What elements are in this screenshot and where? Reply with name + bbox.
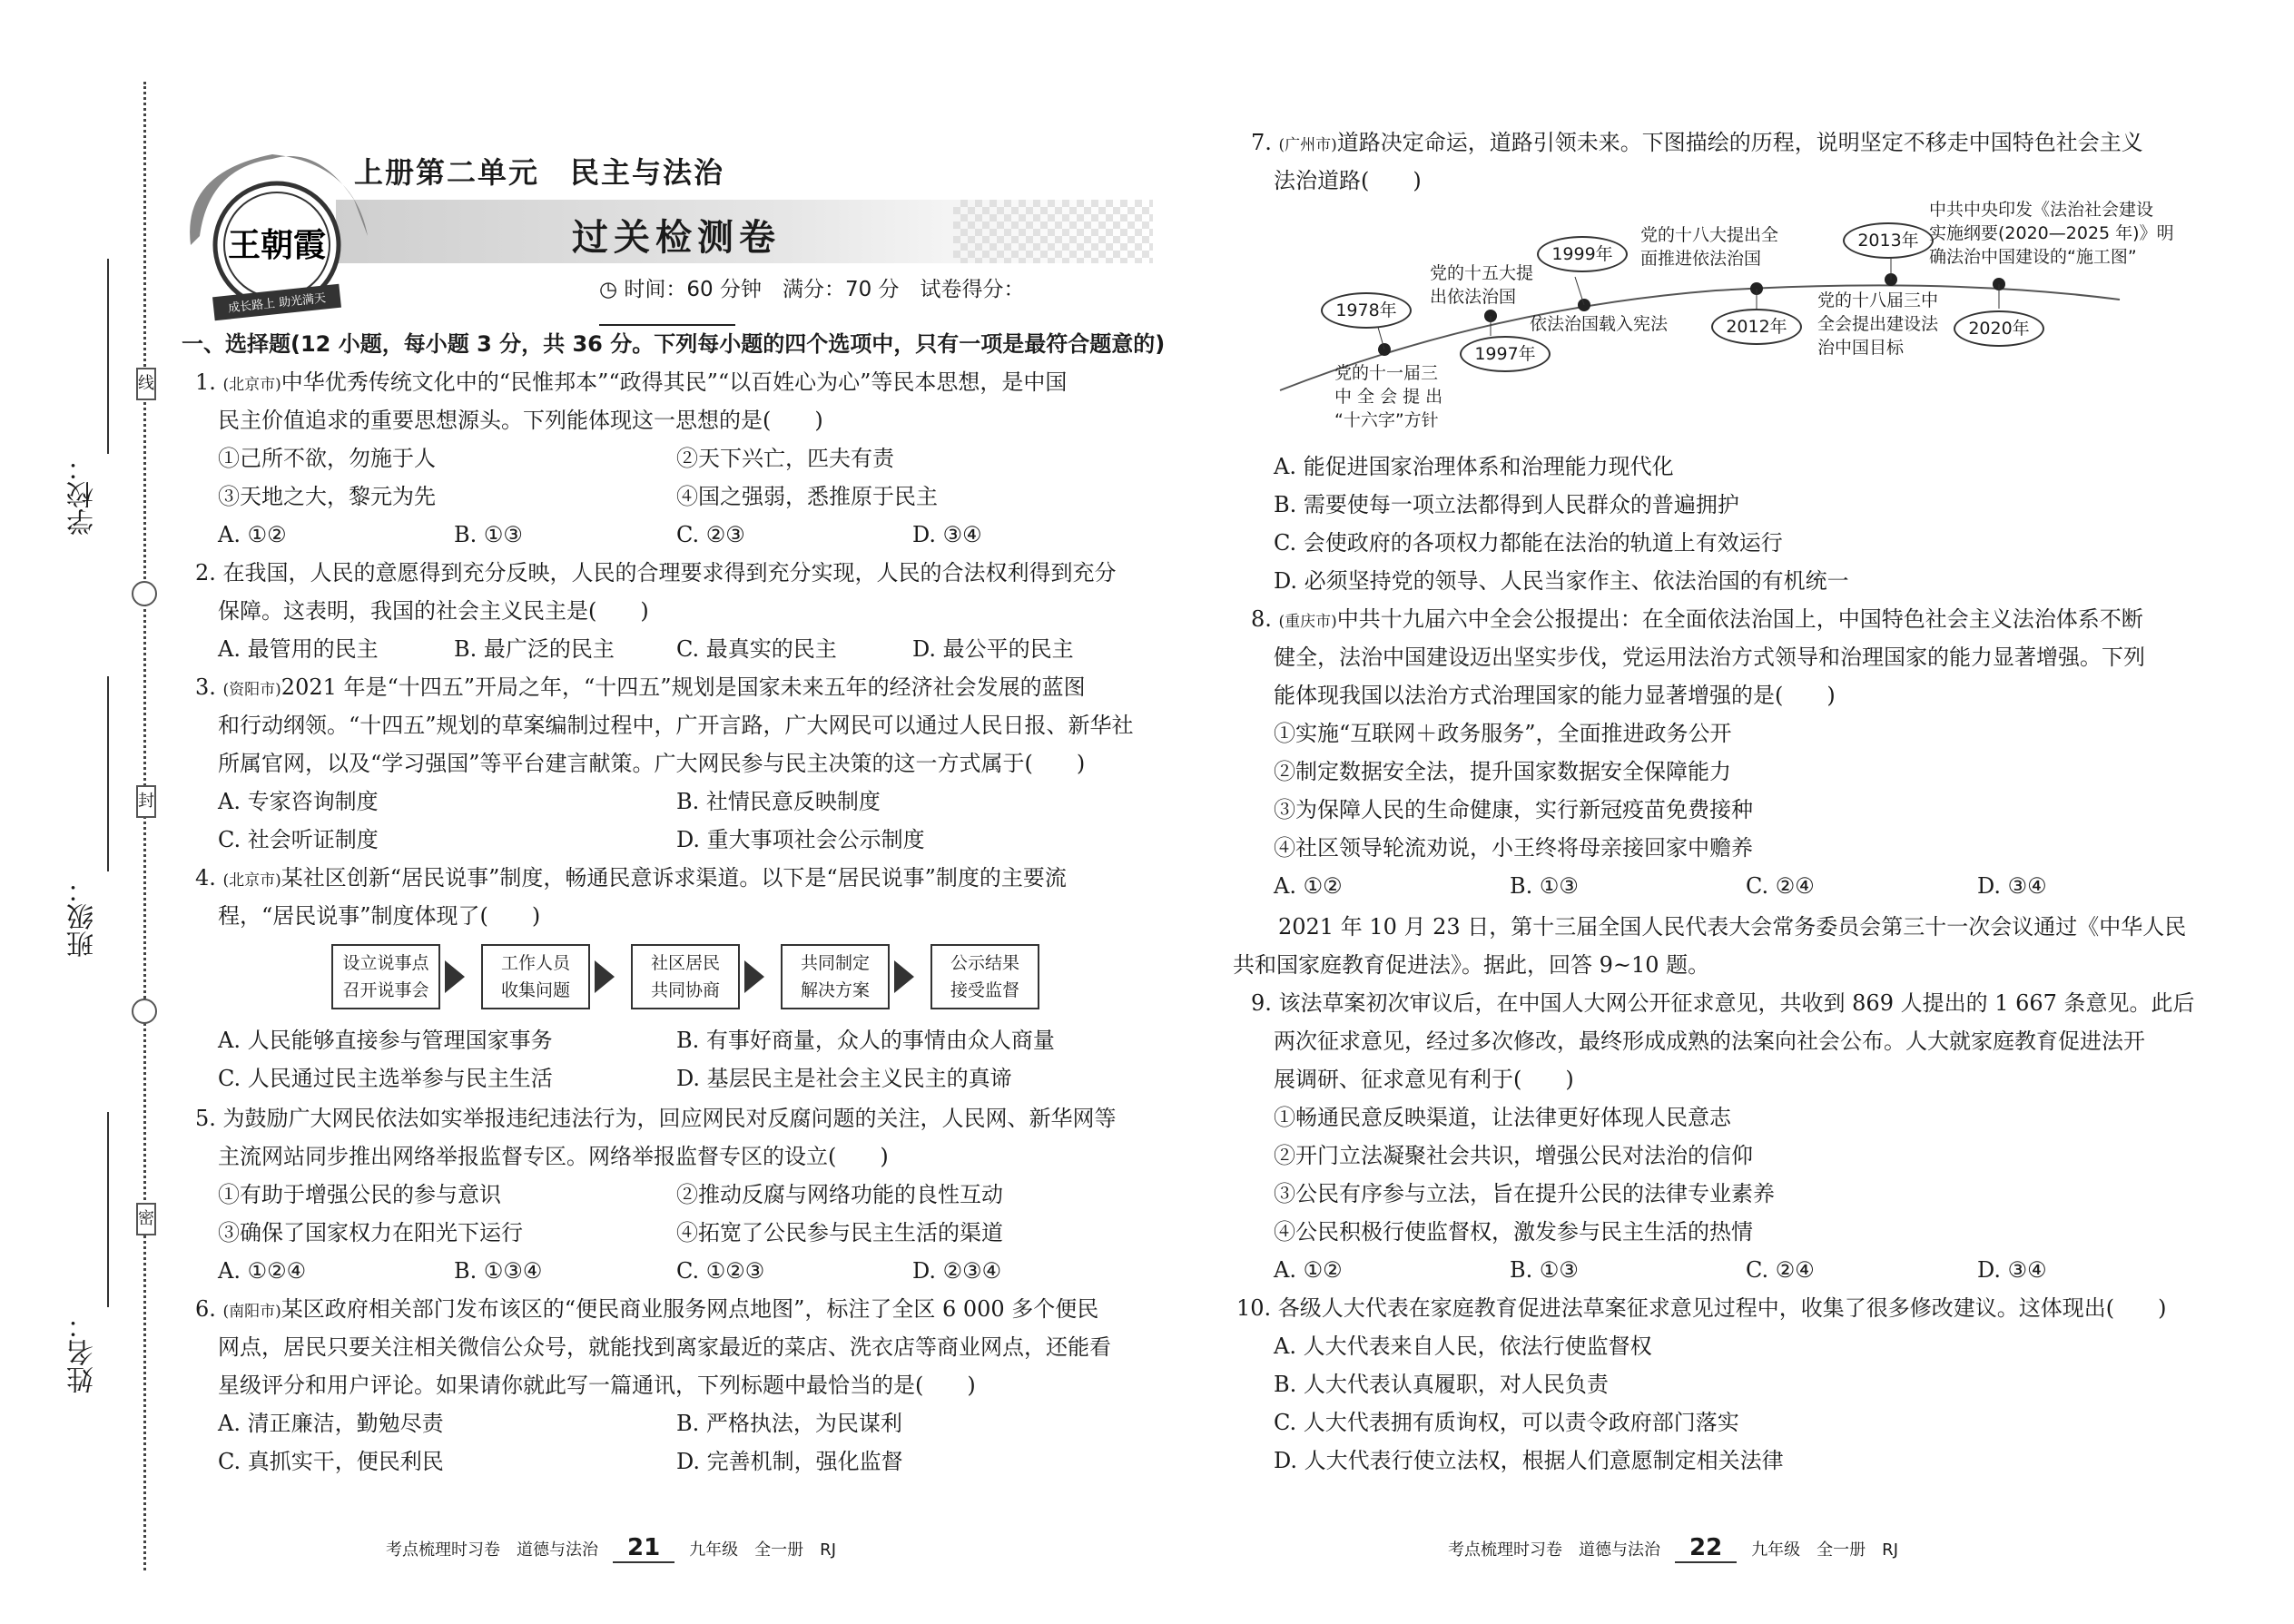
reading-material: 2021 年 10 月 23 日，第十三届全国人民代表大会常务委员会第三十一次会议通过《中华人民 共和国家庭教育促进法》。据此，回答 9~10 题。 <box>1233 914 2187 978</box>
year-2020: 2020年 <box>1954 310 2044 347</box>
choice-d[interactable]: D. 基层民主是社会主义民主的真谛 <box>676 1066 1012 1091</box>
arrow-icon <box>445 960 465 993</box>
choice-d[interactable]: D. 最公平的民主 <box>912 636 1074 662</box>
question-5: 5. 为鼓励广大网民依法如实举报违纪违法行为，回应网民对反腐问题的关注，人民网、新华网等 主流网站同步推出网络举报监督专区。网络举报监督专区的设立( ) ①有助于增强公民的参与意识 ②推动反腐与网络功能的良性互动 ③确保了国家权力在阳光下运行 ④拓宽了公民参与民主生活的渠道 A. ①②④ B. ①③④ C. ①②③ D. ②③④ <box>195 1099 1167 1290</box>
item: ②制定数据安全法，提升国家数据安全保障能力 <box>1274 759 1731 784</box>
choice-c[interactable]: C. ①②③ <box>676 1258 765 1284</box>
choice-b[interactable]: B. 有事好商量，众人的事情由众人商量 <box>676 1028 1055 1053</box>
exam-title: 过关检测卷 <box>572 217 781 259</box>
arrow-icon <box>595 960 615 993</box>
unit-title: 上册第二单元 民主与法治 <box>354 155 725 190</box>
question-4-choices <box>195 1021 1167 1097</box>
school-field-line[interactable] <box>107 259 109 454</box>
choice-c[interactable]: C. 社会听证制度 <box>218 827 379 852</box>
year-1997: 1997年 <box>1460 336 1551 372</box>
flow-step-2: 工作人员 收集问题 <box>481 944 590 1009</box>
choice-d[interactable]: D. 必须坚持党的领导、人民当家作主、依法治国的有机统一 <box>1274 568 1849 594</box>
choice-a[interactable]: A. 人民能够直接参与管理国家事务 <box>218 1028 553 1053</box>
class-field-label: 班级： <box>67 876 99 958</box>
question-8: 8. (重庆市)中共十九届六中全会公报提出：在全面依法治国上，中国特色社会主义法治体系不断 健全，法治中国建设迈出坚实步伐，党运用法治方式领导和治理国家的能力显著增强。下列 能体现我国以法治方式治理国家的能力显著增强的是( ) ①实施“互联网＋政务服务”，全面推进政务公开 ②制定数据安全法，提升国家数据安全保障能力 ③为保障人民的生命健康，实行新冠疫苗免费接种 ④社区领导轮流劝说，小王终将母亲接回家中赡养 A. ①② B. ①③ C. ②④ D. ③④ <box>1251 600 2240 905</box>
question-4: 4. (北京市)某社区创新“居民说事”制度，畅通民意诉求渠道。以下是“居民说事”制度的主要流 程，“居民说事”制度体现了( ) <box>195 865 1067 929</box>
choice-c[interactable]: C. 人民通过民主选举参与民主生活 <box>218 1066 553 1091</box>
class-field-line[interactable] <box>107 676 109 871</box>
choice-b[interactable]: B. 社情民意反映制度 <box>676 789 881 814</box>
footer-right: 考点梳理时习卷 道德与法治 22 九年级 全一册 RJ <box>1448 1534 1899 1561</box>
timeline-diagram <box>1262 200 2174 445</box>
item: ④公民积极行使监督权，激发参与民主生活的热情 <box>1274 1219 1753 1245</box>
choice-c[interactable]: C. 人大代表拥有质询权，可以责令政府部门落实 <box>1274 1410 1739 1435</box>
choice-a[interactable]: A. ①② <box>1274 1257 1343 1283</box>
flow-step-5: 公示结果 接受监督 <box>930 944 1039 1009</box>
item: ④国之强弱，悉推原于民主 <box>676 484 938 509</box>
seal-mark-feng: 封 <box>136 785 156 818</box>
binding-hole <box>132 581 157 606</box>
item: ①畅通民意反映渠道，让法律更好体现人民意志 <box>1274 1105 1731 1130</box>
binding-hole <box>132 999 157 1024</box>
page-number: 21 <box>613 1534 674 1563</box>
choice-c[interactable]: C. 会使政府的各项权力都能在法治的轨道上有效运行 <box>1274 530 1783 556</box>
item: ③天地之大，黎元为先 <box>218 484 436 509</box>
choice-a[interactable]: A. 专家咨询制度 <box>218 789 379 814</box>
label-2020: 中共中央印发《法治社会建设 实施纲要(2020—2025 年)》明 确法治中国建设的“施工图” <box>1929 200 2174 267</box>
exam-meta-text: 时间：60 分钟 满分：70 分 试卷得分： <box>624 278 1025 301</box>
footer-left: 考点梳理时习卷 道德与法治 21 九年级 全一册 RJ <box>386 1534 837 1561</box>
question-3: 3. (资阳市)2021 年是“十四五”开局之年，“十四五”规划是国家未来五年的经济社会发展的蓝图 和行动纲领。“十四五”规划的草案编制过程中，广开言路，广大网民可以通过人民日报、新华社 所属官网，以及“学习强国”等平台建言献策。广大网民参与民主决策的这一方式属于( ) A. 专家咨询制度 B. 社情民意反映制度 C. 社会听证制度 D. 重大事项社会公示制度 <box>195 668 1167 859</box>
label-1999: 依法治国载入宪法 <box>1530 314 1669 334</box>
flow-step-4: 共同制定 解决方案 <box>781 944 890 1009</box>
binding-margin <box>0 0 163 1624</box>
choice-a[interactable]: A. 清正廉洁，勤勉尽责 <box>218 1411 444 1436</box>
choice-d[interactable]: D. ③④ <box>912 522 982 547</box>
question-10: 10. 各级人大代表在家庭教育促进法草案征求意见过程中，收集了很多修改建议。这体现出( ) A. 人大代表来自人民，依法行使监督权 B. 人大代表认真履职，对人民负责 C. 人大代表拥有质询权，可以责令政府部门落实 D. 人大代表行使立法权，根据人们意愿制定相关法律 <box>1236 1289 2235 1480</box>
section-title: 一、选择题(12 小题，每小题 3 分，共 36 分。下列每小题的四个选项中，只有一项是最符合题意的) <box>182 331 1166 357</box>
clock-icon: ◷ <box>599 278 618 301</box>
page-number: 22 <box>1675 1534 1737 1563</box>
choice-d[interactable]: D. 重大事项社会公示制度 <box>676 827 925 852</box>
year-1999: 1999年 <box>1537 236 1628 272</box>
checker-pattern <box>953 200 1153 263</box>
question-7: 7. (广州市)道路决定命运，道路引领未来。下图描绘的历程，说明坚定不移走中国特色社会主义 法治道路( ) <box>1251 130 2143 193</box>
item: ①实施“互联网＋政务服务”，全面推进政务公开 <box>1274 721 1732 746</box>
exam-meta <box>599 272 1162 326</box>
item: ②推动反腐与网络功能的良性互动 <box>676 1182 1003 1207</box>
choice-d[interactable]: D. 完善机制，强化监督 <box>676 1449 903 1474</box>
question-7-choices <box>1251 448 2240 600</box>
choice-b[interactable]: B. ①③ <box>1510 873 1579 899</box>
seal-mark-xian: 线 <box>136 368 156 400</box>
choice-b[interactable]: B. ①③ <box>1510 1257 1579 1283</box>
item: ③为保障人民的生命健康，实行新冠疫苗免费接种 <box>1274 797 1753 822</box>
flow-step-3: 社区居民 共同协商 <box>631 944 740 1009</box>
choice-b[interactable]: B. 人大代表认真履职，对人民负责 <box>1274 1372 1609 1397</box>
item: ②天下兴亡，匹夫有责 <box>676 446 894 471</box>
choice-a[interactable]: A. ①② <box>218 522 287 547</box>
question-6: 6. (南阳市)某区政府相关部门发布该区的“便民商业服务网点地图”，标注了全区 6 000 多个便民 网点，居民只要关注相关微信公众号，就能找到离家最近的菜店、洗衣店等商业网点，还能看 星级评分和用户评论。如果请你就此写一篇通讯，下列标题中最恰当的是( ) A. 清正廉洁，勤勉尽责 B. 严格执法，为民谋利 C. 真抓实干，便民利民 D. 完善机制，强化监督 <box>195 1290 1167 1481</box>
choice-b[interactable]: B. 需要使每一项立法都得到人民群众的普遍拥护 <box>1274 492 1739 517</box>
choice-c[interactable]: C. ②④ <box>1746 1257 1815 1283</box>
name-field-label: 姓名： <box>67 1312 99 1393</box>
choice-c[interactable]: C. 真抓实干，便民利民 <box>218 1449 444 1474</box>
choice-b[interactable]: B. 严格执法，为民谋利 <box>676 1411 902 1436</box>
choice-b[interactable]: B. ①③④ <box>454 1258 543 1284</box>
choice-c[interactable]: C. 最真实的民主 <box>676 636 837 662</box>
choice-a[interactable]: A. 人大代表来自人民，依法行使监督权 <box>1274 1334 1652 1359</box>
label-2012: 党的十八大提出全 面推进依法治国 <box>1640 225 1779 269</box>
item: ①有助于增强公民的参与意识 <box>218 1182 501 1207</box>
page-header <box>172 118 1162 345</box>
logo-text: 王朝霞 <box>227 226 327 264</box>
binding-dotted-line <box>143 82 146 1570</box>
flow-step-1: 设立说事点 召开说事会 <box>331 944 440 1009</box>
question-9: 9. 该法草案初次审议后，在中国人大网公开征求意见，共收到 869 人提出的 1 667 条意见。此后 两次征求意见，经过多次修改，最终形成成熟的法案向社会公布。人大就家庭教育促进法开 展调研、征求意见有利于( ) ①畅通民意反映渠道，让法律更好体现人民意志 ②开门立法凝聚社会共识，增强公民对法治的信仰 ③公民有序参与立法，旨在提升公民的法律专业素养 ④公民积极行使监督权，激发参与民主生活的热情 A. ①② B. ①③ C. ②④ D. ③④ <box>1251 984 2240 1289</box>
choice-a[interactable]: A. ①②④ <box>218 1258 307 1284</box>
question-1: 1. (北京市)中华优秀传统文化中的“民惟邦本”“政得其民”“以百姓心为心”等民本思想，是中国 民主价值追求的重要思想源头。下列能体现这一思想的是( ) ①己所不欲，勿施于人 ②天下兴亡，匹夫有责 ③天地之大，黎元为先 ④国之强弱，悉推原于民主 A. ①② B. ①③ C. ②③ D. ③④ <box>195 363 1167 554</box>
year-2013: 2013年 <box>1843 222 1934 259</box>
name-field-line[interactable] <box>107 1112 109 1307</box>
item: ④拓宽了公民参与民主生活的渠道 <box>676 1220 1003 1245</box>
choice-a[interactable]: A. 能促进国家治理体系和治理能力现代化 <box>1274 454 1674 479</box>
choice-d[interactable]: D. 人大代表行使立法权，根据人们意愿制定相关法律 <box>1274 1448 1784 1473</box>
flowchart <box>331 944 1058 1017</box>
label-1997: 党的十五大提 出依法治国 <box>1430 263 1534 307</box>
year-2012: 2012年 <box>1711 309 1802 345</box>
arrow-icon <box>894 960 914 993</box>
choice-d[interactable]: D. ③④ <box>1977 873 2047 899</box>
choice-c[interactable]: C. ②④ <box>1746 873 1815 899</box>
item: ①己所不欲，勿施于人 <box>218 446 436 471</box>
choice-d[interactable]: D. ②③④ <box>912 1258 1002 1284</box>
choice-b[interactable]: B. 最广泛的民主 <box>454 636 615 662</box>
choice-a[interactable]: A. ①② <box>1274 873 1343 899</box>
arrow-icon <box>744 960 764 993</box>
item: ③公民有序参与立法，旨在提升公民的法律专业素养 <box>1274 1181 1775 1206</box>
item: ④社区领导轮流劝说，小王终将母亲接回家中赡养 <box>1274 835 1753 861</box>
score-blank[interactable] <box>599 306 735 326</box>
seal-mark-mi: 密 <box>136 1203 156 1235</box>
publisher-logo-icon <box>172 136 381 345</box>
year-1978: 1978年 <box>1321 292 1412 329</box>
label-2013: 党的十八届三中 全会提出建设法 治中国目标 <box>1817 290 1939 358</box>
choice-c[interactable]: C. ②③ <box>676 522 745 547</box>
question-2: 2. 在我国，人民的意愿得到充分反映，人民的合理要求得到充分实现，人民的合法权利得到充分 保障。这表明，我国的社会主义民主是( ) A. 最管用的民主 B. 最广泛的民主 C. 最真实的民主 D. 最公平的民主 <box>195 554 1167 668</box>
logo-subtext: 成长路上 助光满天 <box>227 291 327 316</box>
item: ③确保了国家权力在阳光下运行 <box>218 1220 523 1245</box>
choice-a[interactable]: A. 最管用的民主 <box>218 636 379 662</box>
choice-b[interactable]: B. ①③ <box>454 522 523 547</box>
label-1978: 党的十一届三 中 全 会 提 出 “十六字”方针 <box>1334 363 1443 430</box>
item: ②开门立法凝聚社会共识，增强公民对法治的信仰 <box>1274 1143 1753 1168</box>
choice-d[interactable]: D. ③④ <box>1977 1257 2047 1283</box>
school-field-label: 学校： <box>67 454 99 536</box>
